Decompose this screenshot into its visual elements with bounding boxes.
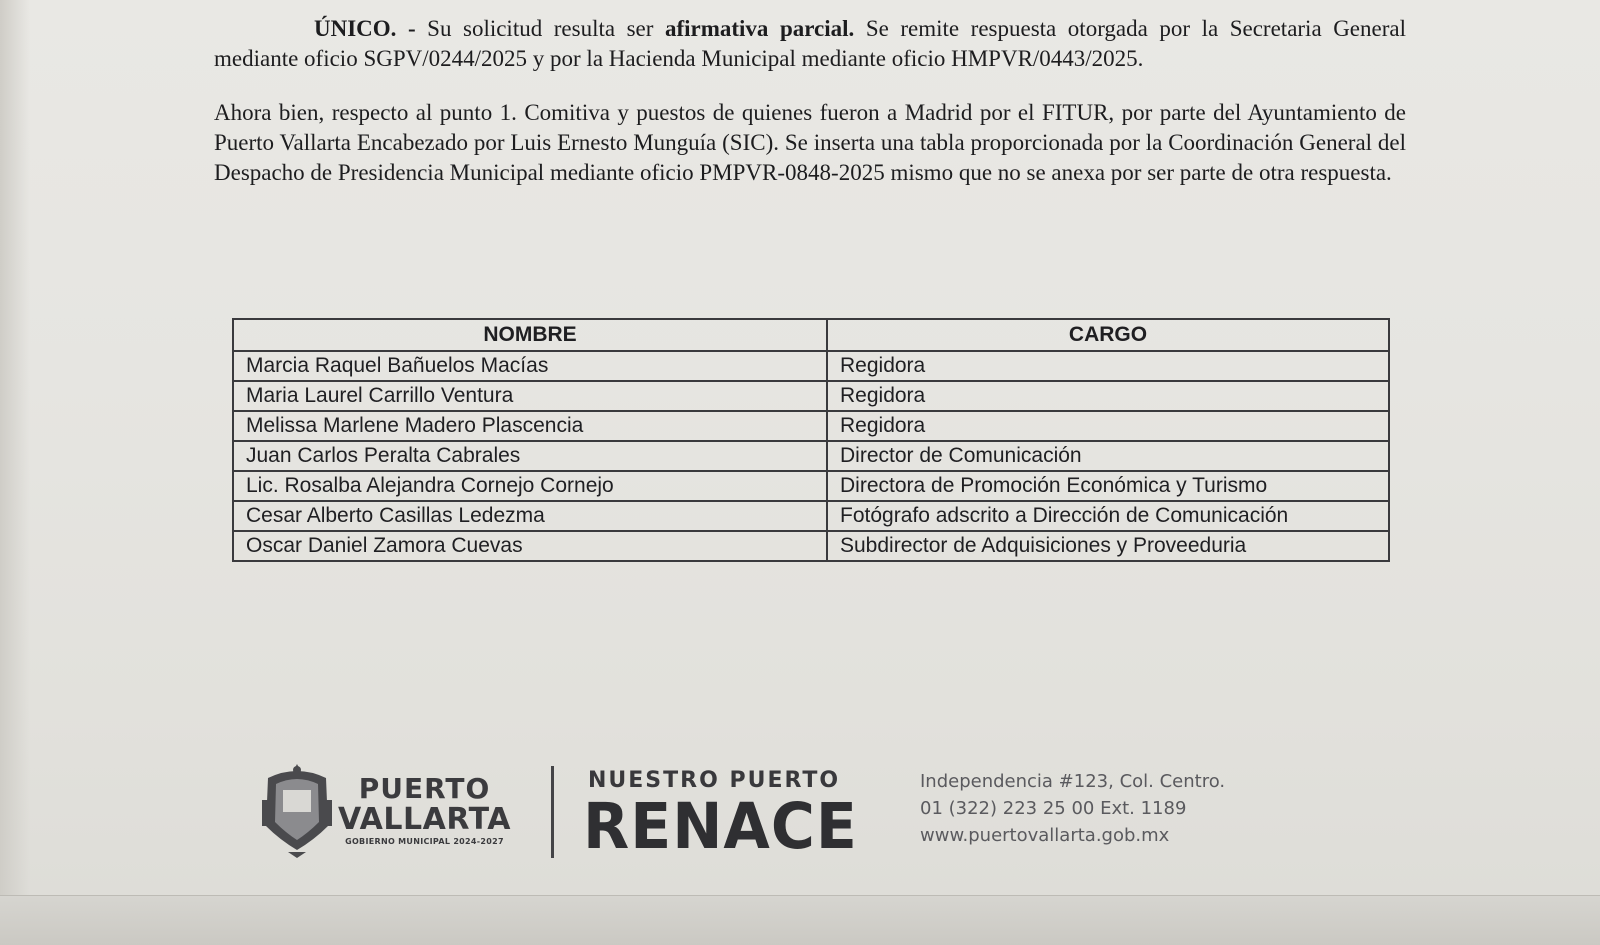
slogan-top: NUESTRO PUERTO	[588, 768, 841, 793]
page-edge-shadow	[0, 0, 30, 944]
unico-lead: ÚNICO. -	[314, 16, 416, 41]
letterhead-footer	[258, 760, 1408, 864]
name-cell: Juan Carlos Peralta Cabrales	[233, 441, 827, 471]
logo-line-puerto: PUERTO	[358, 772, 491, 805]
position-cell: Regidora	[827, 411, 1389, 441]
coat-of-arms-seal-icon	[258, 760, 336, 858]
table-header-row	[233, 319, 1389, 351]
next-page-edge	[0, 895, 1600, 945]
table-row	[233, 441, 1389, 471]
position-cell: Subdirector de Adquisiciones y Proveeduria	[827, 531, 1389, 561]
name-cell: Lic. Rosalba Alejandra Cornejo Cornejo	[233, 471, 827, 501]
paragraph-ahora-bien: Ahora bien, respecto al punto 1. Comitiva y puestos de quienes fueron a Madrid por el FITUR, por parte del Ayuntamiento de Puerto Vallarta Encabezado por Luis Ernesto Munguía (SIC). Se inserta una tabla proporcionada por la Coordinación General del Despacho de Presidencia Municipal mediante oficio PMPVR-0848-2025 mismo que no se anexa por ser parte de otra respuesta.	[214, 100, 1406, 185]
position-cell: Regidora	[827, 351, 1389, 381]
footer-divider	[551, 766, 554, 858]
name-cell: Marcia Raquel Bañuelos Macías	[233, 351, 827, 381]
position-cell: Director de Comunicación	[827, 441, 1389, 471]
table-row	[233, 381, 1389, 411]
document-body	[214, 14, 1406, 188]
header-cargo: CARGO	[827, 319, 1389, 351]
contact-phone: 01 (322) 223 25 00 Ext. 1189	[920, 798, 1187, 819]
contact-website: www.puertovallarta.gob.mx	[920, 825, 1170, 846]
table-row	[233, 501, 1389, 531]
name-cell: Cesar Alberto Casillas Ledezma	[233, 501, 827, 531]
puerto-vallarta-logo	[338, 774, 511, 848]
logo-line-vallarta: VALLARTA	[338, 802, 511, 837]
name-cell: Maria Laurel Carrillo Ventura	[233, 381, 827, 411]
unico-text-a: Su solicitud resulta ser	[415, 16, 665, 41]
name-cell: Oscar Daniel Zamora Cuevas	[233, 531, 827, 561]
header-nombre: NOMBRE	[233, 319, 827, 351]
table-row	[233, 471, 1389, 501]
unico-emphasis: afirmativa parcial.	[664, 16, 855, 41]
paragraph-unico	[214, 14, 1406, 74]
table-row	[233, 411, 1389, 441]
table-row	[233, 351, 1389, 381]
contact-block	[920, 768, 1225, 849]
position-cell: Fotógrafo adscrito a Dirección de Comunicación	[827, 501, 1389, 531]
contact-address: Independencia #123, Col. Centro.	[920, 771, 1226, 792]
delegation-table	[232, 318, 1390, 562]
table-row	[233, 531, 1389, 561]
logo-line-gobierno: GOBIERNO MUNICIPAL 2024-2027	[345, 837, 504, 846]
unico-text-b: Se remite respuesta otorgada por la Secretaria General mediante oficio SGPV/0244/2025 y por la Hacienda Municipal mediante oficio HMPVR/0443/2025.	[214, 16, 1406, 71]
position-cell: Regidora	[827, 381, 1389, 411]
slogan-renace: RENACE	[583, 790, 858, 864]
position-cell: Directora de Promoción Económica y Turismo	[827, 471, 1389, 501]
name-cell: Melissa Marlene Madero Plascencia	[233, 411, 827, 441]
